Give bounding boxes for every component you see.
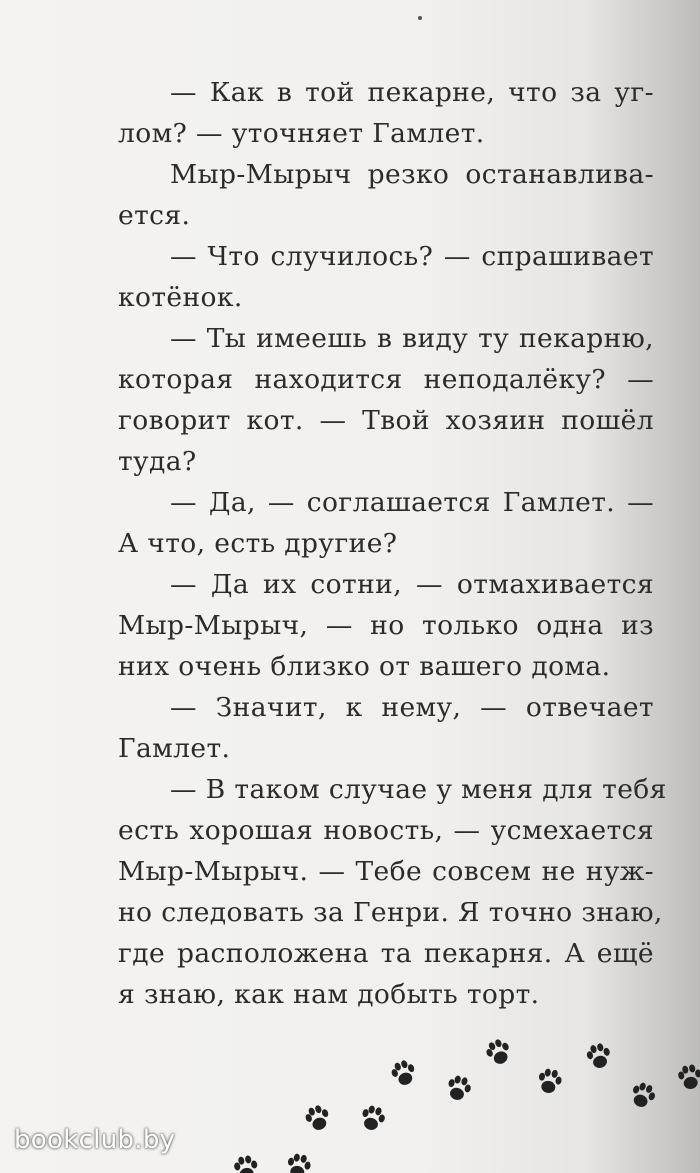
text-line: них очень близко от вашего дома. [118, 651, 611, 682]
text-line: А что, есть другие? [118, 528, 398, 559]
text-line: я знаю, как нам добыть торт. [118, 979, 540, 1010]
text-line: лом? — уточняет Гамлет. [118, 118, 485, 149]
paw-print-icon [628, 1080, 658, 1110]
paw-print-icon [677, 1063, 700, 1091]
paw-print-icon [536, 1067, 563, 1095]
text-line: Гамлет. [118, 733, 231, 764]
watermark: bookclub.by [14, 1125, 176, 1155]
text-line: туда? [118, 446, 197, 477]
text-line: — В таком случае у меня для тебя [170, 774, 667, 805]
text-line: которая находится неподалёку? — [118, 364, 654, 395]
text-line: Мыр-Мырыч. — Тебе совсем не нуж- [118, 856, 654, 887]
text-line: — Что случилось? — спрашивает [170, 241, 654, 272]
text-line: ется. [118, 200, 191, 231]
paw-print-icon [233, 1154, 260, 1173]
paw-print-icon [303, 1103, 333, 1133]
paw-print-icon [389, 1058, 419, 1088]
text-line: — Да их сотни, — отмахивается [170, 569, 654, 600]
text-line: но следовать за Генри. Я точно знаю, [118, 897, 663, 928]
text-line: говорит кот. — Твой хозяин пошёл [118, 405, 654, 436]
paw-print-icon [359, 1104, 387, 1133]
text-line: Мыр-Мырыч резко останавлива- [170, 159, 654, 190]
text-line: есть хорошая новость, — усмехается [118, 815, 654, 846]
text-line: Мыр-Мырыч, — но только одна из [118, 610, 654, 641]
paw-print-icon [585, 1041, 613, 1070]
text-line: — Да, — соглашается Гамлет. — [170, 487, 654, 518]
page-mark [418, 16, 422, 20]
paw-print-icon [285, 1152, 312, 1173]
text-line: — Как в той пекарне, что за уг- [170, 77, 654, 108]
paw-print-icon [483, 1036, 514, 1067]
paw-print-icon [445, 1074, 473, 1103]
text-line: котёнок. [118, 282, 243, 313]
text-line: где расположена та пекарня. А ещё [118, 938, 654, 969]
text-line: — Значит, к нему, — отвечает [170, 692, 654, 723]
story-text [118, 72, 667, 1015]
text-line: — Ты имеешь в виду ту пекарню, [170, 323, 654, 354]
